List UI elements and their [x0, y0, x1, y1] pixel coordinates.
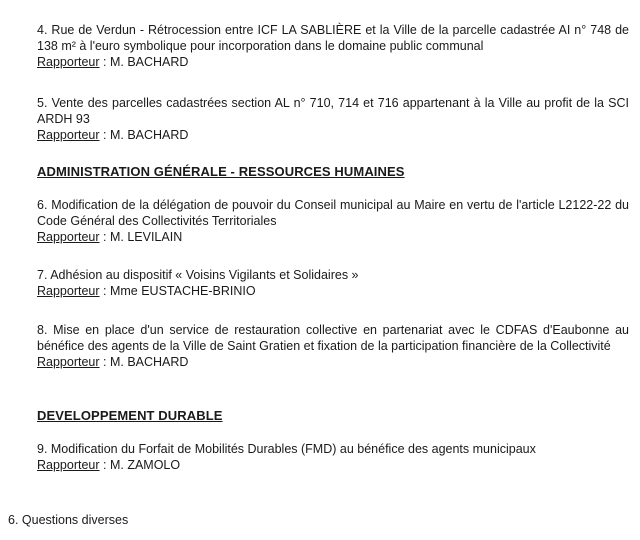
rapporteur-separator: :: [99, 458, 110, 472]
rapporteur-name: M. BACHARD: [109, 128, 189, 142]
rapporteur-line: [37, 354, 629, 370]
rapporteur-name: Mme EUSTACHE-BRINIO: [109, 284, 256, 298]
rapporteur-line: [37, 127, 629, 143]
rapporteur-label: Rapporteur: [37, 284, 100, 298]
rapporteur-separator: :: [99, 128, 110, 142]
agenda-item-8: [37, 322, 629, 370]
rapporteur-line: [37, 457, 629, 473]
agenda-item-7: [37, 267, 629, 299]
rapporteur-separator: :: [99, 355, 110, 369]
agenda-item-5: [37, 95, 629, 143]
agenda-item-text: 6. Modification de la délégation de pouvoir du Conseil municipal au Maire en vertu de l'article L2122-22 du Code Général des Collectivités Territoriales: [37, 198, 629, 228]
rapporteur-line: [37, 229, 629, 245]
rapporteur-separator: :: [99, 230, 110, 244]
section-heading-developpement-durable: DEVELOPPEMENT DURABLE: [37, 408, 223, 423]
rapporteur-line: [37, 54, 629, 70]
rapporteur-label: Rapporteur: [37, 55, 100, 69]
rapporteur-label: Rapporteur: [37, 458, 100, 472]
rapporteur-name: M. BACHARD: [109, 355, 189, 369]
rapporteur-line: [37, 283, 629, 299]
rapporteur-label: Rapporteur: [37, 230, 100, 244]
agenda-item-text: 8. Mise en place d'un service de restauration collective en partenariat avec le CDFAS d'Eaubonne au bénéfice des agents de la Ville de Saint Gratien et fixation de la participation financière de la Collectivité: [37, 323, 629, 353]
agenda-item-6: [37, 197, 629, 245]
rapporteur-separator: :: [99, 55, 110, 69]
agenda-item-text: 5. Vente des parcelles cadastrées section AL n° 710, 714 et 716 appartenant à la Ville au profit de la SCI ARDH 93: [37, 96, 629, 126]
rapporteur-name: M. LEVILAIN: [109, 230, 183, 244]
agenda-item-4: [37, 22, 629, 70]
rapporteur-label: Rapporteur: [37, 355, 100, 369]
rapporteur-name: M. ZAMOLO: [109, 458, 181, 472]
agenda-item-text: 9. Modification du Forfait de Mobilités Durables (FMD) au bénéfice des agents municipaux: [37, 442, 536, 456]
rapporteur-separator: :: [99, 284, 110, 298]
agenda-item-9: [37, 441, 629, 473]
agenda-item-text: 7. Adhésion au dispositif « Voisins Vigilants et Solidaires »: [37, 268, 359, 282]
agenda-item-text: 4. Rue de Verdun - Rétrocession entre ICF LA SABLIÈRE et la Ville de la parcelle cadastrée AI n° 748 de 138 m² à l'euro symbolique pour incorporation dans le domaine public communal: [37, 23, 629, 53]
section-heading-administration: ADMINISTRATION GÉNÉRALE - RESSOURCES HUMAINES: [37, 164, 405, 179]
rapporteur-label: Rapporteur: [37, 128, 100, 142]
questions-diverses: 6. Questions diverses: [8, 513, 129, 527]
rapporteur-name: M. BACHARD: [109, 55, 189, 69]
